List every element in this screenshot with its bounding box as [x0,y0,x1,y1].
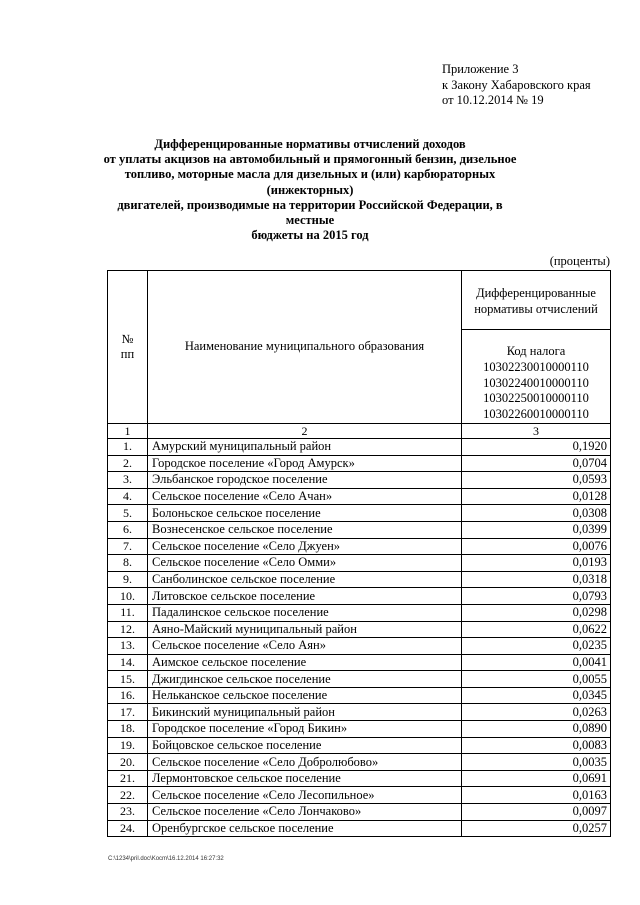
table-row [108,721,611,738]
table-row [108,588,611,605]
rate-value: 0,0097 [462,804,611,821]
table-row [108,621,611,638]
municipality-name: Вознесенское сельское поселение [148,521,462,538]
table-row [108,438,611,455]
table-row [108,770,611,787]
rate-value: 0,0076 [462,538,611,555]
municipality-name: Эльбанское городское поселение [148,472,462,489]
rate-value: 0,0257 [462,820,611,837]
rate-value: 0,0308 [462,505,611,522]
municipality-name: Сельское поселение «Село Ачан» [148,488,462,505]
appendix-line-3: от 10.12.2014 № 19 [442,93,544,107]
document-title [100,137,520,243]
column-index: 3 [462,423,611,438]
table-row [108,571,611,588]
rate-value: 0,0128 [462,488,611,505]
rate-title-line-2: нормативы отчислений [474,302,598,316]
tax-code: 10302230010000110 [483,359,589,374]
row-number: 20. [108,754,148,771]
tax-codes [462,329,610,423]
units-label: (проценты) [549,254,610,268]
rate-value: 0,1920 [462,438,611,455]
row-number: 23. [108,804,148,821]
row-number: 12. [108,621,148,638]
municipality-name: Бикинский муниципальный район [148,704,462,721]
appendix-block [442,62,591,109]
row-number: 15. [108,671,148,688]
rate-value: 0,0890 [462,721,611,738]
municipality-name: Падалинское сельское поселение [148,604,462,621]
table-row [108,538,611,555]
appendix-line-2: к Закону Хабаровского края [442,77,591,92]
row-number: 10. [108,588,148,605]
title-line-1: Дифференцированные нормативы отчислений доходов [154,137,466,151]
rate-value: 0,0622 [462,621,611,638]
row-number: 13. [108,638,148,655]
rate-value: 0,0318 [462,571,611,588]
municipality-name: Аяно-Майский муниципальный район [148,621,462,638]
code-label: Код налога [506,344,566,358]
row-number: 8. [108,555,148,572]
rate-value: 0,0193 [462,555,611,572]
table-row [108,754,611,771]
rate-value: 0,0399 [462,521,611,538]
row-number: 22. [108,787,148,804]
municipality-name: Лермонтовское сельское поселение [148,770,462,787]
row-number: 7. [108,538,148,555]
rate-value: 0,0704 [462,455,611,472]
column-index: 2 [148,423,462,438]
header-number-line-1: № [121,331,134,346]
table-row [108,671,611,688]
rate-value: 0,0055 [462,671,611,688]
rate-value: 0,0593 [462,472,611,489]
rate-value: 0,0793 [462,588,611,605]
table-row [108,604,611,621]
municipality-name: Сельское поселение «Село Лончаково» [148,804,462,821]
rate-value: 0,0083 [462,737,611,754]
rate-title-line-1: Дифференцированные [476,286,596,300]
row-number: 18. [108,721,148,738]
municipality-name: Аимское сельское поселение [148,654,462,671]
table-header-row [108,271,611,424]
tax-code: 10302250010000110 [483,391,589,406]
column-index-row [108,423,611,438]
municipality-name: Болоньское сельское поселение [148,505,462,522]
row-number: 14. [108,654,148,671]
title-line-3: топливо, моторные масла для дизельных и (или) карбюраторных [124,167,496,182]
rates-table [107,270,611,837]
municipality-name: Санболинское сельское поселение [148,571,462,588]
row-number: 11. [108,604,148,621]
header-number [108,271,148,424]
row-number: 4. [108,488,148,505]
municipality-name: Джигдинское сельское поселение [148,671,462,688]
rate-value: 0,0035 [462,754,611,771]
municipality-name: Сельское поселение «Село Аян» [148,638,462,655]
row-number: 3. [108,472,148,489]
table-row [108,472,611,489]
rate-title [462,271,610,329]
municipality-name: Амурский муниципальный район [148,438,462,455]
rate-value: 0,0041 [462,654,611,671]
appendix-line-1: Приложение 3 [442,62,519,76]
rate-value: 0,0345 [462,687,611,704]
row-number: 17. [108,704,148,721]
row-number: 1. [108,438,148,455]
table-row [108,654,611,671]
header-number-line-2: пп [120,346,135,361]
table-row [108,804,611,821]
table-row [108,787,611,804]
table-row [108,505,611,522]
municipality-name: Городское поселение «Город Бикин» [148,721,462,738]
tax-code: 10302240010000110 [483,375,589,390]
rate-value: 0,0298 [462,604,611,621]
table-row [108,687,611,704]
municipality-name: Сельское поселение «Село Джуен» [148,538,462,555]
row-number: 16. [108,687,148,704]
row-number: 2. [108,455,148,472]
header-name: Наименование муниципального образования [148,271,462,424]
row-number: 6. [108,521,148,538]
row-number: 9. [108,571,148,588]
table-row [108,638,611,655]
municipality-name: Сельское поселение «Село Добролюбово» [148,754,462,771]
municipality-name: Сельское поселение «Село Омми» [148,555,462,572]
title-line-5: двигателей, производимые на территории Российской Федерации, в местные [117,197,503,228]
header-rate [462,271,611,424]
title-line-2: от уплаты акцизов на автомобильный и прямогонный бензин, дизельное [103,152,517,167]
title-line-6: бюджеты на 2015 год [251,228,369,243]
file-path-footer: C:\1234\pril.doc\Kocm\16.12.2014 16:27:32 [108,856,224,862]
title-line-4: (инжекторных) [266,182,354,197]
table-row [108,704,611,721]
table-row [108,737,611,754]
row-number: 24. [108,820,148,837]
rate-value: 0,0691 [462,770,611,787]
row-number: 5. [108,505,148,522]
municipality-name: Оренбургское сельское поселение [148,820,462,837]
row-number: 19. [108,737,148,754]
rate-value: 0,0263 [462,704,611,721]
row-number: 21. [108,770,148,787]
tax-code: 10302260010000110 [483,407,589,422]
municipality-name: Литовское сельское поселение [148,588,462,605]
column-index: 1 [108,423,148,438]
table-row [108,820,611,837]
municipality-name: Нельканское сельское поселение [148,687,462,704]
municipality-name: Городское поселение «Город Амурск» [148,455,462,472]
table-row [108,555,611,572]
rate-value: 0,0235 [462,638,611,655]
table-row [108,455,611,472]
rate-value: 0,0163 [462,787,611,804]
table-row [108,488,611,505]
municipality-name: Бойцовское сельское поселение [148,737,462,754]
table-row [108,521,611,538]
municipality-name: Сельское поселение «Село Лесопильное» [148,787,462,804]
